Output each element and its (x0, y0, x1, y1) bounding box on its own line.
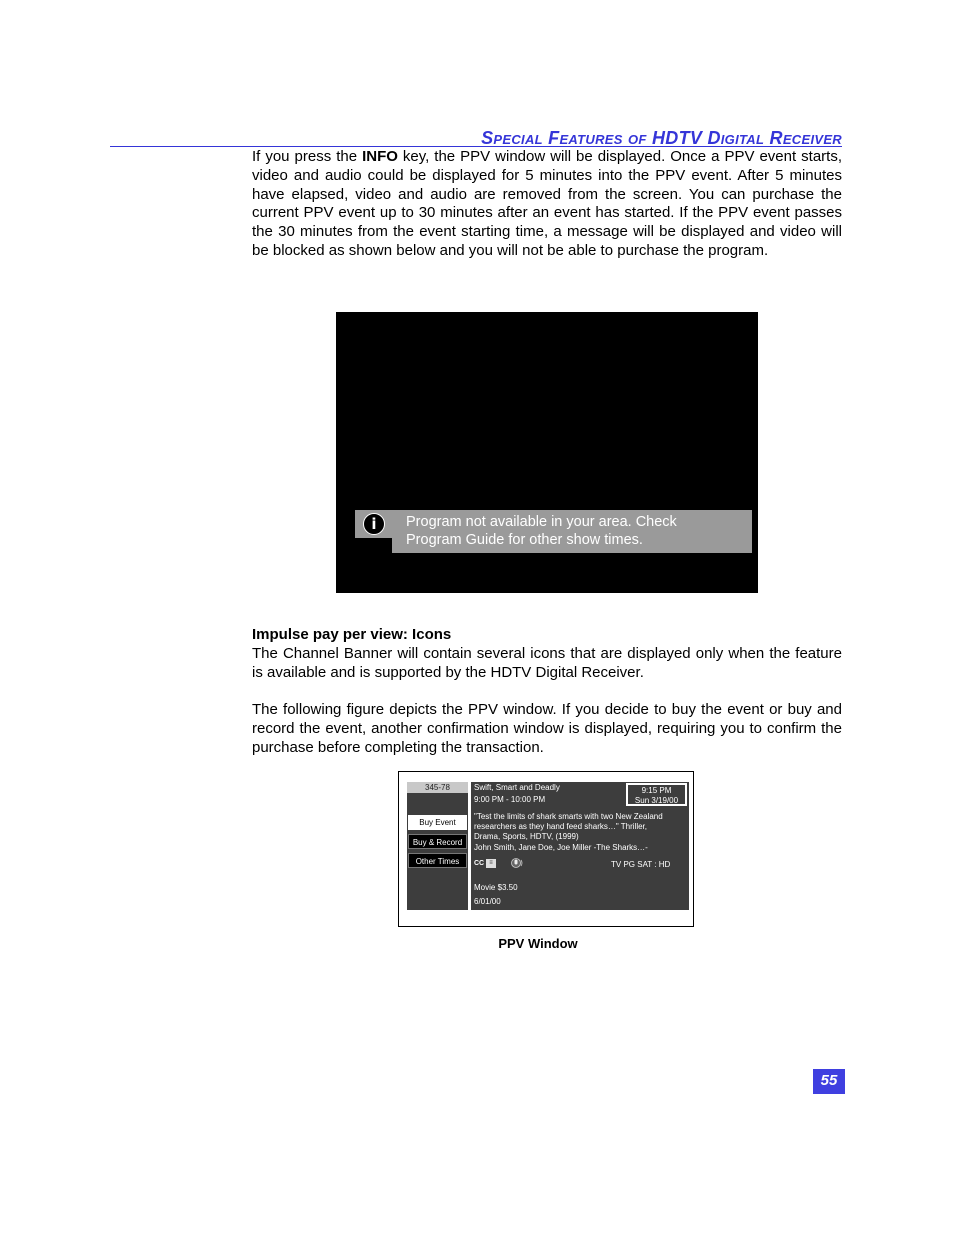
clock-time: 9:15 PM (641, 786, 672, 795)
clock-date: Sun 3/19/00 (634, 795, 679, 805)
header-rule (110, 146, 842, 147)
info-key-label: INFO (362, 148, 398, 165)
page-number: 55 (813, 1069, 845, 1094)
event-time-range: 9:00 PM - 10:00 PM (474, 795, 546, 804)
ppv-event-info (471, 782, 689, 910)
event-description: "Test the limits of shark smarts with two New Zealand researchers as they hand feed sharks…" Thriller, Drama, Sports, HDTV, (1999) John Smith, Jane Doe, Joe Miller -The Sharks…- (474, 812, 663, 852)
event-title: Swift, Smart and Deadly (474, 783, 560, 792)
rating-info: TV PG SAT : HD (611, 860, 671, 869)
figure-caption: PPV Window (498, 936, 578, 951)
ppv-window-figure (398, 771, 694, 927)
clock-box (626, 783, 687, 806)
other-times-button[interactable]: Other Times (408, 853, 467, 868)
closed-caption-icon: CC (474, 860, 485, 867)
audio-icon (511, 857, 525, 869)
event-date: 6/01/00 (474, 897, 501, 906)
info-icon: i (363, 513, 385, 535)
page-header-title: Special Features of HDTV Digital Receiver (481, 128, 842, 148)
caption-box-icon: ≡ (486, 859, 496, 868)
channel-banner-paragraph: The Channel Banner will contain several icons that are displayed only when the feature is available and is supported by the HDTV Digital Receiver. (252, 645, 842, 681)
channel-number: 345-78 (407, 782, 468, 793)
intro-paragraph: If you press the INFO key, the PPV window will be displayed. Once a PPV event starts, video and audio could be displayed for 5 minutes into the PPV event. After 5 minutes have elapsed, video and audio are removed from the screen. You can purchase the current PPV event up to 30 minutes after an event has started. If the PPV event passes the 30 minutes from the event starting time, a message will be displayed and video will be blocked as shown below and you will not be able to purchase the program. (252, 148, 842, 259)
price-info: Movie $3.50 (474, 883, 518, 892)
buy-event-button[interactable]: Buy Event (408, 815, 467, 830)
section-heading: Impulse pay per view: Icons (252, 626, 452, 643)
ppv-menu (407, 782, 468, 910)
message-text: Program not available in your area. Check Program Guide for other show times. (392, 510, 752, 553)
blocked-video-screen (336, 312, 758, 593)
buy-and-record-button[interactable]: Buy & Record (408, 834, 467, 849)
message-bar (355, 510, 752, 553)
ppv-window-paragraph: The following figure depicts the PPV window. If you decide to buy the event or buy and record the event, another confirmation window is displayed, requiring you to confirm the purchase before completing the transaction. (252, 701, 842, 756)
